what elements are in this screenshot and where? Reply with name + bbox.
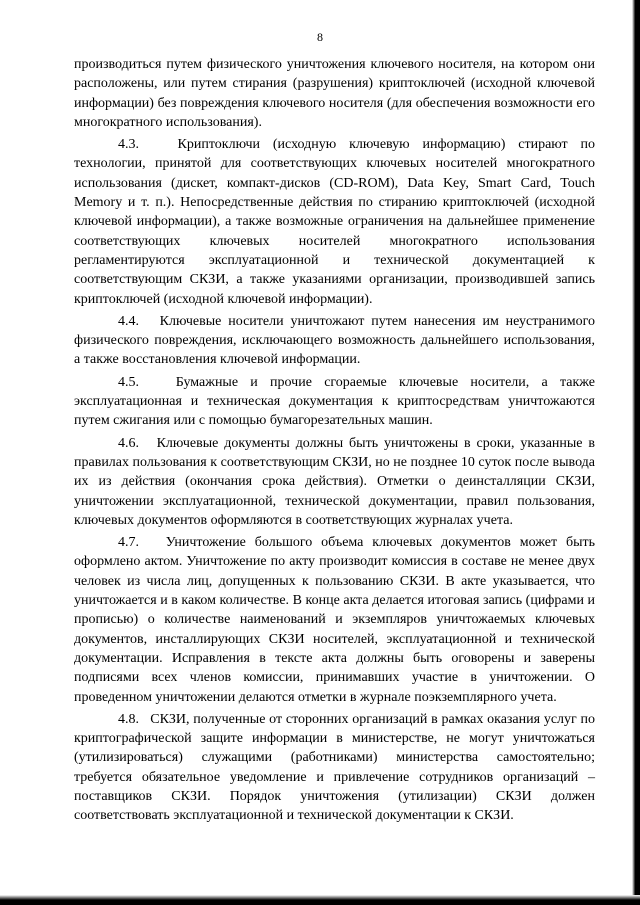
clause-text: Ключевые документы должны быть уничтожены в сроки, указанные в правилах пользования к соответствующим СКЗИ, но не позднее 10 суток после вывода их из действия (окончания срока действия). Отметки о деинсталляции СКЗИ, уничтожении эксплуатационной, технической документации, правил пользования, ключевых документов оформляются в соответствующих журналах учета.: [74, 435, 595, 528]
clause-number: 4.6.: [118, 435, 139, 451]
clause-4-5: [74, 373, 595, 431]
clause-4-4: [74, 312, 595, 370]
document-body: [74, 55, 595, 829]
clause-number: 4.5.: [118, 374, 139, 390]
clause-text: СКЗИ, полученные от сторонних организаций в рамках оказания услуг по криптографической защите информации в министерстве, не могут уничтожаться (утилизироваться) служащими (работниками) министерства самостоятельно; требуется обязательное уведомление и привлечение сотрудников организаций – поставщиков СКЗИ. Порядок уничтожения (утилизации) СКЗИ должен соответствовать эксплуатационной и технической документации к СКЗИ.: [74, 711, 595, 824]
clause-text: Уничтожение большого объема ключевых документов может быть оформлено актом. Уничтожение по акту производит комиссия в составе не менее двух человек из числа лиц, допущенных к пользованию СКЗИ. В акте указывается, что уничтожается и в каком количестве. В конце акта делается итоговая запись (цифрами и прописью) о количестве наименований и экземпляров уничтожаемых ключевых документов, инсталлирующих СКЗИ носителей, эксплуатационной и технической документации. Исправления в тексте акта должны быть оговорены и заверены подписями всех членов комиссии, принимавших участие в уничтожении. О проведенном уничтожении делаются отметки в журнале поэкземплярного учета.: [74, 535, 595, 705]
clause-text: Ключевые носители уничтожают путем нанесения им неустранимого физического повреждения, исключающего возможность дальнейшего использования, а также восстановления ключевой информации.: [74, 313, 595, 368]
clause-number: 4.8.: [118, 711, 139, 727]
clause-4-7: [74, 533, 595, 707]
clause-number: 4.4.: [118, 313, 139, 329]
clause-text: Криптоключи (исходную ключевую информацию) стирают по технологии, принятой для соответствующих ключевых носителей многократного использования (дискет, компакт-дисков (CD-ROM), Data Key, Smart Card, Touch Memory и т. п.). Непосредственные действия по стиранию криптоключей (исходной ключевой информации), а также возможные ограничения на дальнейшее применение соответствующих ключевых носителей многократного использования регламентируются эксплуатационной и технической документацией к соответствующим СКЗИ, а также указаниями организации, производившей запись криптоключей (исходной ключевой информации).: [74, 137, 596, 307]
clause-4-8: [74, 710, 595, 826]
clause-number: 4.7.: [118, 535, 139, 551]
clause-4-6: [74, 434, 595, 530]
continuation-paragraph: производиться путем физического уничтожения ключевого носителя, на котором они расположены, или путем стирания (разрушения) криптоключей (исходной ключевой информации) без повреждения ключевого носителя (для обеспечения возможности его многократного использования).: [74, 57, 595, 130]
page-number: 8: [317, 30, 323, 44]
clause-text: Бумажные и прочие сгораемые ключевые носители, а также эксплуатационная и техническая документация к криптосредствам уничтожаются путем сжигания или с помощью бумагорезательных машин.: [74, 374, 596, 429]
clause-4-3: [74, 135, 595, 309]
scan-edge-shadow-bottom: [0, 895, 640, 905]
scan-edge-shadow-right: [632, 0, 640, 905]
clause-number: 4.3.: [118, 137, 139, 153]
